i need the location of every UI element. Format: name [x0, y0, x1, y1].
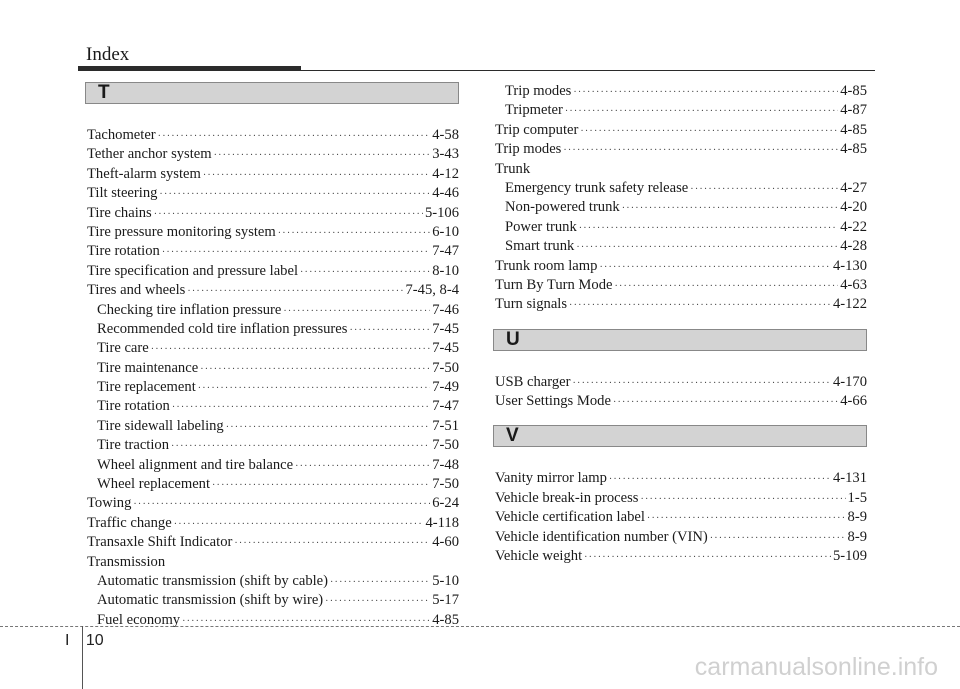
leader-dots [690, 180, 838, 199]
entry-label: User Settings Mode [495, 393, 611, 410]
entry-page: 4-85 [840, 121, 867, 138]
index-entry [87, 145, 459, 164]
index-entry [495, 469, 867, 488]
entry-label: Tire sidewall labeling [97, 417, 224, 434]
index-entry [87, 281, 459, 300]
index-entry [495, 508, 867, 527]
entry-page: 3-43 [432, 146, 459, 163]
index-entry [87, 262, 459, 281]
index-entry [87, 242, 459, 261]
entry-label: Recommended cold tire inflation pressures [97, 320, 348, 337]
index-entry [495, 179, 867, 198]
entry-page: 4-122 [832, 296, 867, 313]
index-entry [87, 397, 459, 416]
entry-label: Fuel economy [97, 611, 181, 628]
header-rule-thin [301, 70, 875, 71]
index-entry [87, 417, 459, 436]
entry-label: Trunk [495, 160, 531, 177]
entry-label: Vehicle certification label [495, 509, 645, 526]
entry-label: Tire rotation [87, 243, 160, 260]
index-entry [87, 320, 459, 339]
entry-label: Turn signals [495, 296, 568, 313]
leader-dots [200, 360, 430, 379]
index-entry [87, 204, 459, 223]
leader-dots [159, 185, 430, 204]
watermark: carmanualsonline.info [694, 653, 938, 681]
leader-dots [576, 238, 838, 257]
entry-page: 4-85 [432, 611, 459, 628]
index-entry [87, 165, 459, 184]
leader-dots [203, 166, 430, 185]
entry-page: 8-9 [847, 509, 867, 526]
entry-page: 5-10 [432, 572, 459, 589]
entry-page: 5-106 [424, 204, 459, 221]
leader-dots [647, 509, 846, 528]
entry-label: Vanity mirror lamp [495, 470, 607, 487]
entry-label: Turn By Turn Mode [495, 276, 613, 293]
entry-label: Tripmeter [505, 102, 563, 119]
leader-dots [579, 219, 838, 238]
entry-label: Smart trunk [505, 238, 575, 255]
entry-page: 7-48 [432, 456, 459, 473]
leader-dots [187, 282, 403, 301]
index-entry [495, 295, 867, 314]
index-entry [87, 126, 459, 145]
leader-dots [622, 199, 839, 218]
footer-rule [0, 626, 960, 627]
index-entry [495, 237, 867, 256]
index-entry [87, 611, 459, 630]
leader-dots [212, 476, 430, 495]
entry-label: Tire specification and pressure label [87, 262, 299, 279]
entry-label: Tire rotation [97, 398, 170, 415]
index-entry [87, 514, 459, 533]
leader-dots [234, 534, 430, 553]
leader-dots [573, 374, 831, 393]
index-entry [495, 528, 867, 547]
entry-page: 5-17 [432, 592, 459, 609]
leader-dots [349, 321, 430, 340]
entry-label: Wheel alignment and tire balance [97, 456, 294, 473]
entry-page: 4-22 [840, 218, 867, 235]
left-column [87, 82, 459, 630]
entry-label: Tire care [97, 340, 149, 357]
entry-page: 4-85 [840, 141, 867, 158]
leader-dots [214, 146, 431, 165]
entry-label: Tires and wheels [87, 282, 186, 299]
header-rule-thick [78, 66, 301, 71]
footer-section: I [65, 632, 70, 649]
leader-dots [174, 515, 424, 534]
entry-page: 7-51 [432, 417, 459, 434]
entry-label: Tire maintenance [97, 359, 199, 376]
leader-dots [573, 83, 838, 102]
index-entry [495, 218, 867, 237]
index-entry [87, 378, 459, 397]
entry-page: 6-24 [432, 495, 459, 512]
entry-page: 1-5 [847, 489, 867, 506]
index-entry [87, 572, 459, 591]
entry-label: Checking tire inflation pressure [97, 301, 282, 318]
entry-label: Vehicle break-in process [495, 489, 639, 506]
entry-label: Trunk room lamp [495, 257, 598, 274]
section-letter: T [98, 82, 110, 103]
entry-page: 7-50 [432, 476, 459, 493]
index-entry [495, 101, 867, 120]
entry-page: 4-170 [832, 373, 867, 390]
entry-page: 4-58 [432, 127, 459, 143]
entry-label: Power trunk [505, 218, 577, 235]
spacer [495, 411, 867, 425]
index-entry [87, 301, 459, 320]
index-entry [495, 276, 867, 295]
leader-dots [325, 592, 430, 611]
leader-dots [613, 393, 838, 412]
index-entry [495, 547, 867, 566]
entry-label: Transaxle Shift Indicator [87, 534, 233, 551]
entry-label: Towing [87, 495, 132, 512]
entry-label: Tether anchor system [87, 146, 212, 163]
entry-label: Transmission [87, 553, 166, 570]
continued-entries [495, 82, 867, 315]
section-letter-banner [493, 329, 867, 351]
index-entry [87, 436, 459, 455]
entry-page: 4-60 [432, 534, 459, 551]
entry-page: 4-20 [840, 199, 867, 216]
index-entry [495, 257, 867, 276]
entry-label: Tire chains [87, 204, 152, 221]
entry-label: Tachometer [87, 127, 156, 143]
leader-dots [563, 141, 838, 160]
index-entry [87, 456, 459, 475]
index-entry [87, 494, 459, 513]
leader-dots [609, 470, 831, 489]
entry-label: Vehicle weight [495, 548, 583, 565]
leader-dots [300, 263, 430, 282]
index-entry [87, 591, 459, 610]
index-entry [495, 392, 867, 411]
entry-page: 7-49 [432, 379, 459, 396]
index-entry [87, 553, 459, 572]
index-entry [495, 121, 867, 140]
entry-page: 7-45, 8-4 [405, 282, 459, 299]
entry-page: 7-46 [432, 301, 459, 318]
section-letter-banner [493, 425, 867, 447]
entry-page: 4-130 [832, 257, 867, 274]
entry-page: 7-45 [432, 320, 459, 337]
index-entry [495, 373, 867, 392]
entry-page: 4-66 [840, 393, 867, 410]
entry-label: Tire replacement [97, 379, 196, 396]
entry-label: Tire traction [97, 437, 170, 454]
leader-dots [295, 457, 430, 476]
entry-label: Automatic transmission (shift by cable) [97, 572, 329, 589]
spacer [495, 351, 867, 373]
section-letter: U [506, 328, 520, 350]
index-entry [87, 223, 459, 242]
entry-page: 4-28 [840, 238, 867, 255]
entry-label: Non-powered trunk [505, 199, 620, 216]
leader-dots [565, 102, 838, 121]
leader-dots [198, 379, 430, 398]
entry-page: 7-47 [432, 398, 459, 415]
spacer [87, 104, 459, 126]
spacer [495, 315, 867, 329]
entry-page: 4-27 [840, 179, 867, 196]
leader-dots [614, 277, 838, 296]
entry-page: 4-131 [832, 470, 867, 487]
page-title: Index [86, 44, 130, 65]
entry-label: Traffic change [87, 514, 172, 531]
leader-dots [283, 302, 430, 321]
leader-dots [158, 127, 431, 146]
entry-page: 4-46 [432, 185, 459, 202]
entry-page: 4-63 [840, 276, 867, 293]
index-entry [495, 160, 867, 179]
leader-dots [710, 529, 846, 548]
leader-dots [172, 398, 430, 417]
entry-page: 4-12 [432, 165, 459, 182]
index-entry [87, 475, 459, 494]
entry-page: 4-85 [840, 83, 867, 99]
entry-page: 7-47 [432, 243, 459, 260]
leader-dots [171, 437, 430, 456]
entry-label: Wheel replacement [97, 476, 211, 493]
entry-label: Tilt steering [87, 185, 158, 202]
index-entry [87, 184, 459, 203]
spacer [495, 447, 867, 469]
page-number [65, 632, 104, 650]
leader-dots [569, 296, 831, 315]
index-entry [87, 339, 459, 358]
entry-page: 7-50 [432, 437, 459, 454]
index-entry [495, 140, 867, 159]
footer-page-number: 10 [85, 632, 104, 649]
entry-page: 8-9 [847, 528, 867, 545]
entry-page: 4-87 [840, 102, 867, 119]
leader-dots [580, 122, 838, 141]
entry-page: 7-45 [432, 340, 459, 357]
index-entry [87, 359, 459, 378]
right-column [495, 82, 867, 566]
leader-dots [226, 418, 431, 437]
entry-label: Theft-alarm system [87, 165, 201, 182]
entry-label: USB charger [495, 373, 571, 390]
section-letter: V [506, 425, 519, 447]
entry-page: 4-118 [425, 514, 459, 531]
index-entry [495, 198, 867, 217]
index-entry [87, 533, 459, 552]
entry-label: Vehicle identification number (VIN) [495, 528, 708, 545]
index-entry [495, 489, 867, 508]
leader-dots [133, 495, 430, 514]
entry-page: 7-50 [432, 359, 459, 376]
leader-dots [151, 340, 431, 359]
leader-dots [182, 612, 430, 631]
section-letter-banner [85, 82, 459, 104]
entry-label: Trip modes [505, 83, 572, 99]
entry-page: 8-10 [432, 262, 459, 279]
leader-dots [330, 573, 430, 592]
leader-dots [278, 224, 430, 243]
entry-label: Automatic transmission (shift by wire) [97, 592, 324, 609]
leader-dots [640, 490, 845, 509]
entry-label: Trip modes [495, 141, 562, 158]
entry-page: 5-109 [832, 548, 867, 565]
entry-label: Trip computer [495, 121, 579, 138]
index-entry [495, 82, 867, 101]
leader-dots [162, 243, 430, 262]
leader-dots [599, 258, 831, 277]
leader-dots [584, 548, 831, 567]
leader-dots [154, 205, 423, 224]
entry-page: 6-10 [432, 223, 459, 240]
entry-label: Tire pressure monitoring system [87, 223, 276, 240]
entry-label: Emergency trunk safety release [505, 179, 689, 196]
